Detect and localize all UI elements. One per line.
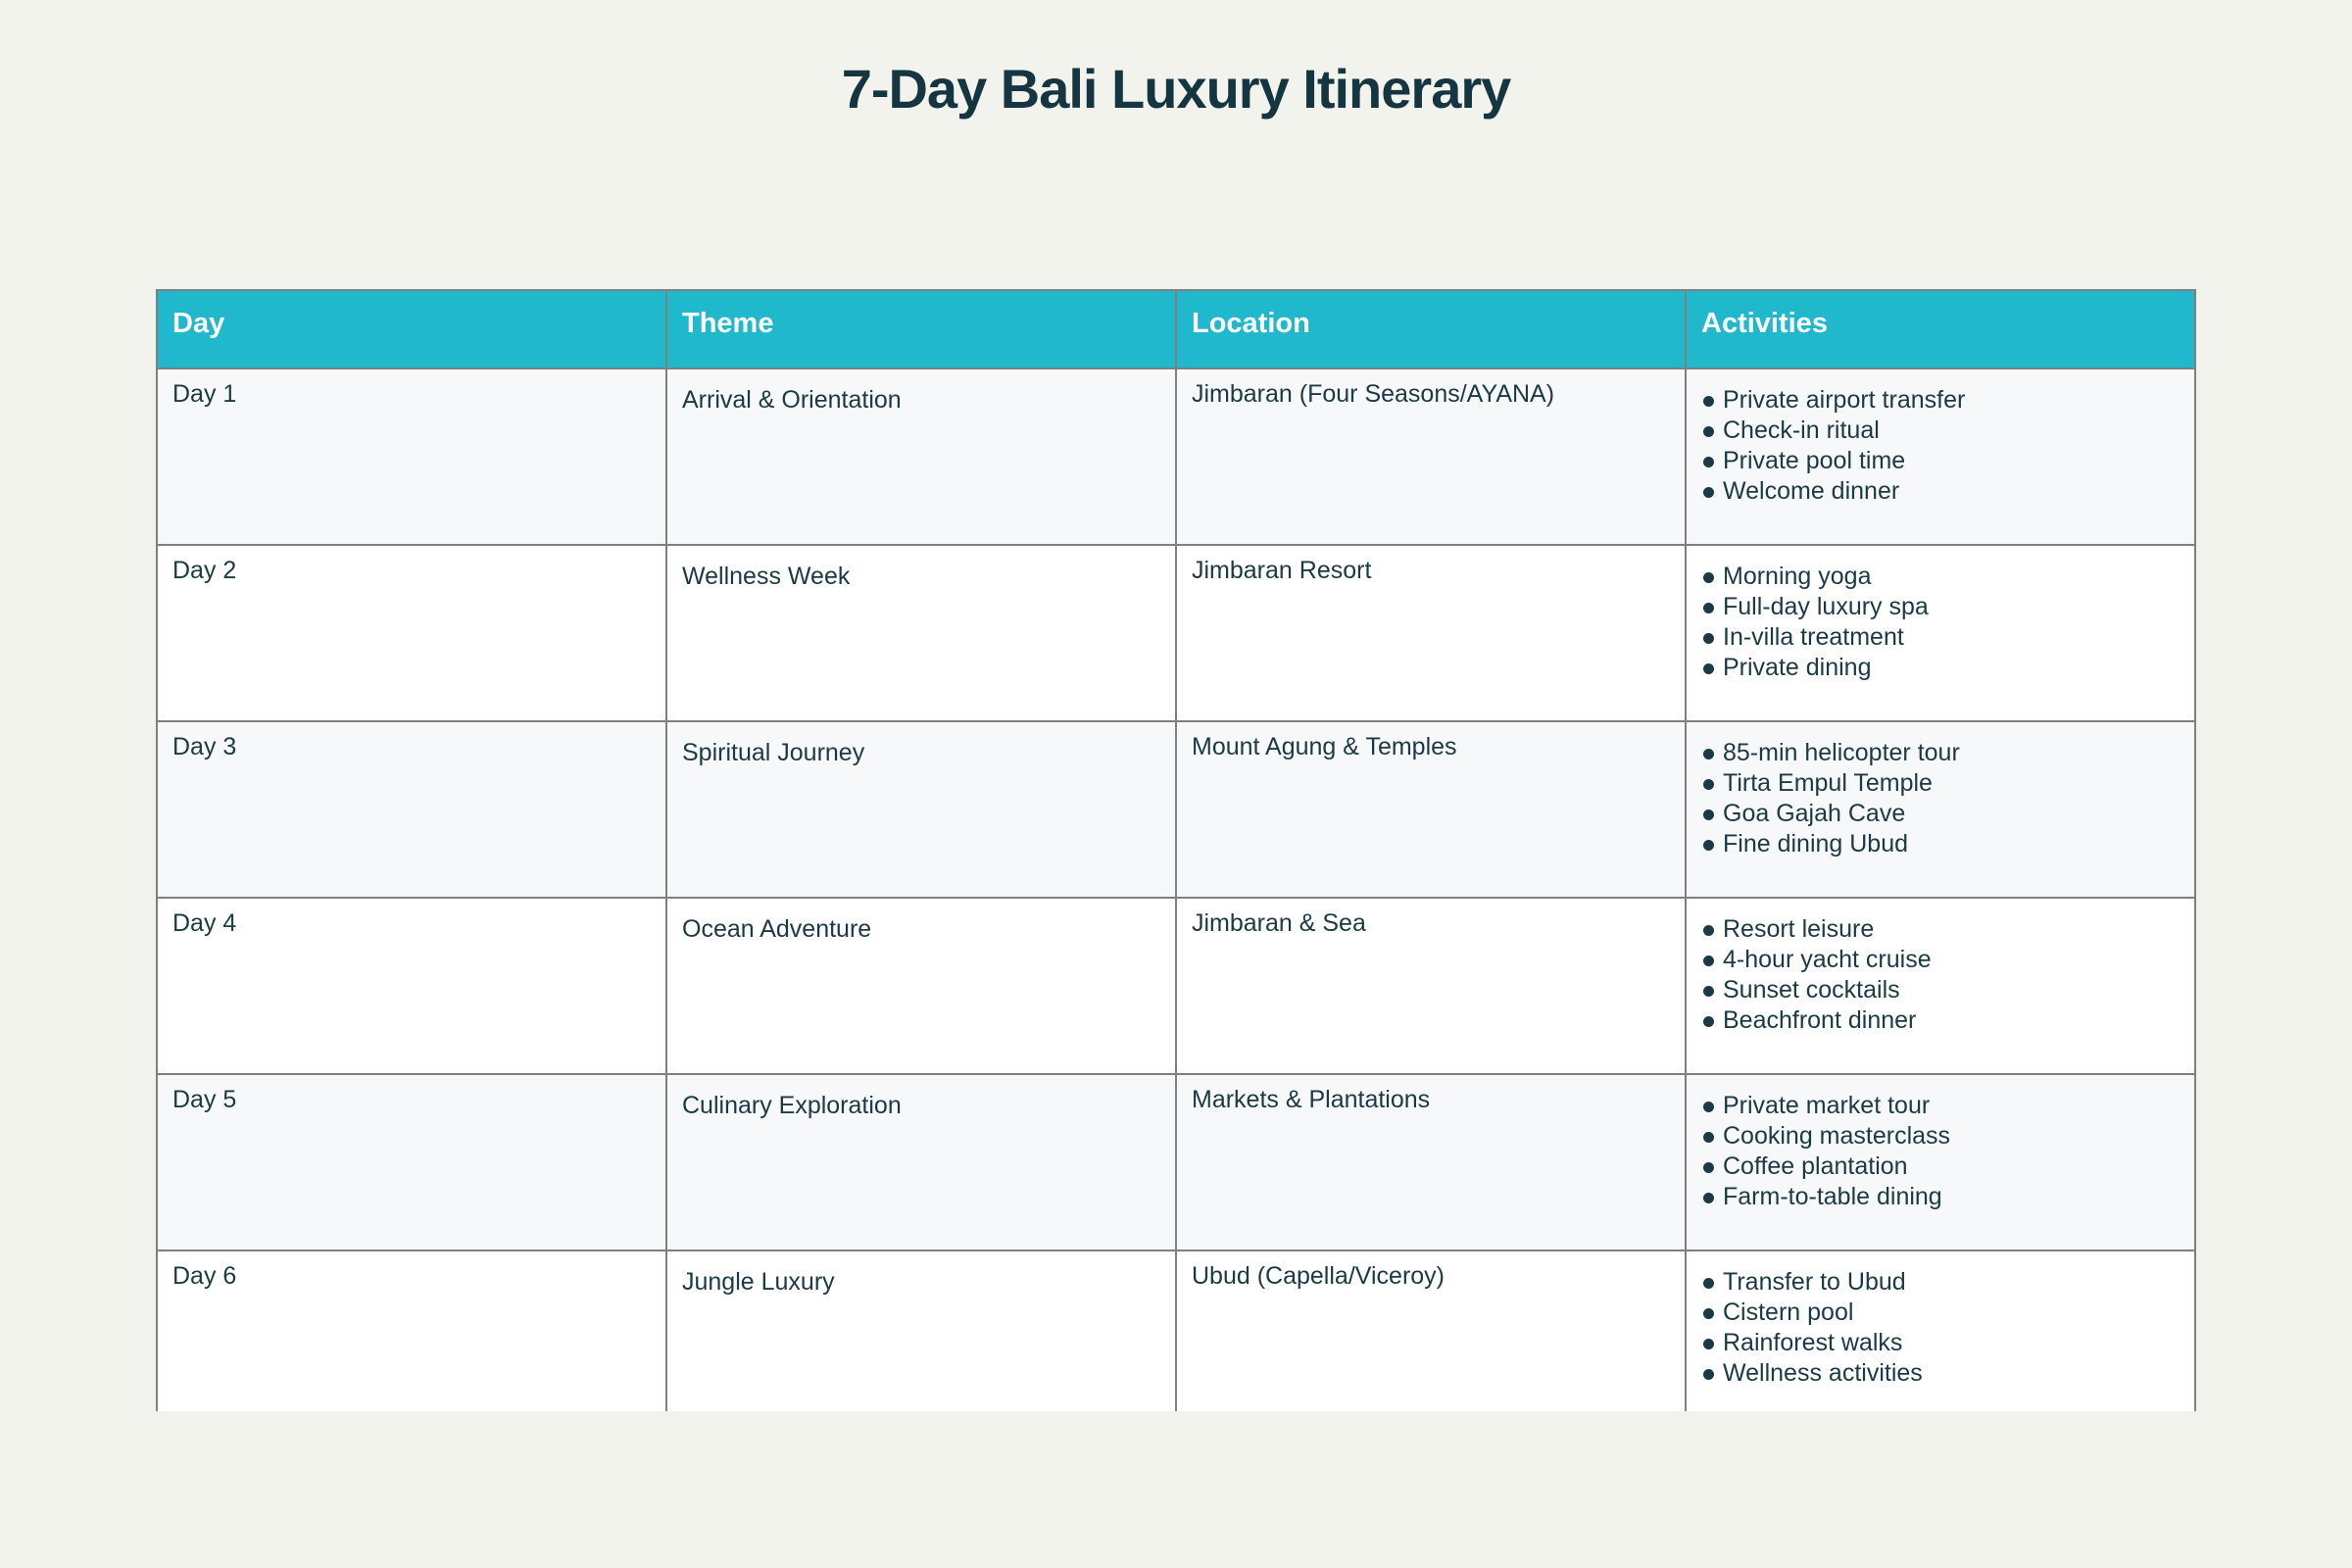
cell-location: Markets & Plantations — [1176, 1074, 1686, 1250]
table-row — [157, 368, 2195, 545]
activities-list — [1701, 1267, 2180, 1389]
activity-item: Rainforest walks — [1701, 1328, 2180, 1358]
cell-theme: Spiritual Journey — [666, 721, 1176, 898]
cell-location: Jimbaran (Four Seasons/AYANA) — [1176, 368, 1686, 545]
activity-item: Resort leisure — [1701, 914, 2180, 945]
cell-activities — [1686, 368, 2195, 545]
activities-list — [1701, 562, 2180, 683]
activity-item: Sunset cocktails — [1701, 975, 2180, 1005]
activity-item: Morning yoga — [1701, 562, 2180, 592]
activity-item: Welcome dinner — [1701, 476, 2180, 507]
cell-activities — [1686, 721, 2195, 898]
cell-day: Day 5 — [157, 1074, 666, 1250]
activities-list — [1701, 914, 2180, 1036]
activity-item: Private pool time — [1701, 446, 2180, 476]
itinerary-table-container — [156, 289, 2197, 1411]
table-row — [157, 898, 2195, 1074]
activity-item: Fine dining Ubud — [1701, 829, 2180, 859]
table-body — [157, 368, 2195, 1411]
cell-day: Day 6 — [157, 1250, 666, 1411]
activity-item: 4-hour yacht cruise — [1701, 945, 2180, 975]
activity-item: Check-in ritual — [1701, 416, 2180, 446]
table-row — [157, 721, 2195, 898]
activity-item: 85-min helicopter tour — [1701, 738, 2180, 768]
activity-item: Private airport transfer — [1701, 385, 2180, 416]
activities-list — [1701, 1091, 2180, 1212]
cell-activities — [1686, 1250, 2195, 1411]
cell-theme: Culinary Exploration — [666, 1074, 1176, 1250]
activity-item: In-villa treatment — [1701, 622, 2180, 653]
activity-item: Farm-to-table dining — [1701, 1182, 2180, 1212]
cell-day: Day 4 — [157, 898, 666, 1074]
cell-location: Jimbaran & Sea — [1176, 898, 1686, 1074]
activity-item: Coffee plantation — [1701, 1152, 2180, 1182]
activity-item: Goa Gajah Cave — [1701, 799, 2180, 829]
table-header-row — [157, 290, 2195, 368]
cell-activities — [1686, 898, 2195, 1074]
itinerary-table — [156, 289, 2196, 1411]
cell-day: Day 2 — [157, 545, 666, 721]
activity-item: Private market tour — [1701, 1091, 2180, 1121]
cell-theme: Ocean Adventure — [666, 898, 1176, 1074]
table-row — [157, 1074, 2195, 1250]
activity-item: Cooking masterclass — [1701, 1121, 2180, 1152]
page-title: 7-Day Bali Luxury Itinerary — [841, 58, 1511, 120]
cell-theme: Jungle Luxury — [666, 1250, 1176, 1411]
activities-list — [1701, 738, 2180, 859]
activity-item: Transfer to Ubud — [1701, 1267, 2180, 1298]
cell-activities — [1686, 545, 2195, 721]
cell-theme: Wellness Week — [666, 545, 1176, 721]
cell-theme: Arrival & Orientation — [666, 368, 1176, 545]
header-activities: Activities — [1686, 290, 2195, 368]
cell-activities — [1686, 1074, 2195, 1250]
activity-item: Private dining — [1701, 653, 2180, 683]
activity-item: Full-day luxury spa — [1701, 592, 2180, 622]
activity-item: Cistern pool — [1701, 1298, 2180, 1328]
cell-location: Mount Agung & Temples — [1176, 721, 1686, 898]
cell-day: Day 3 — [157, 721, 666, 898]
cell-location: Ubud (Capella/Viceroy) — [1176, 1250, 1686, 1411]
header-location: Location — [1176, 290, 1686, 368]
cell-location: Jimbaran Resort — [1176, 545, 1686, 721]
activity-item: Wellness activities — [1701, 1358, 2180, 1389]
table-row — [157, 1250, 2195, 1411]
activity-item: Tirta Empul Temple — [1701, 768, 2180, 799]
cell-day: Day 1 — [157, 368, 666, 545]
table-row — [157, 545, 2195, 721]
header-theme: Theme — [666, 290, 1176, 368]
header-day: Day — [157, 290, 666, 368]
activity-item: Beachfront dinner — [1701, 1005, 2180, 1036]
activities-list — [1701, 385, 2180, 507]
